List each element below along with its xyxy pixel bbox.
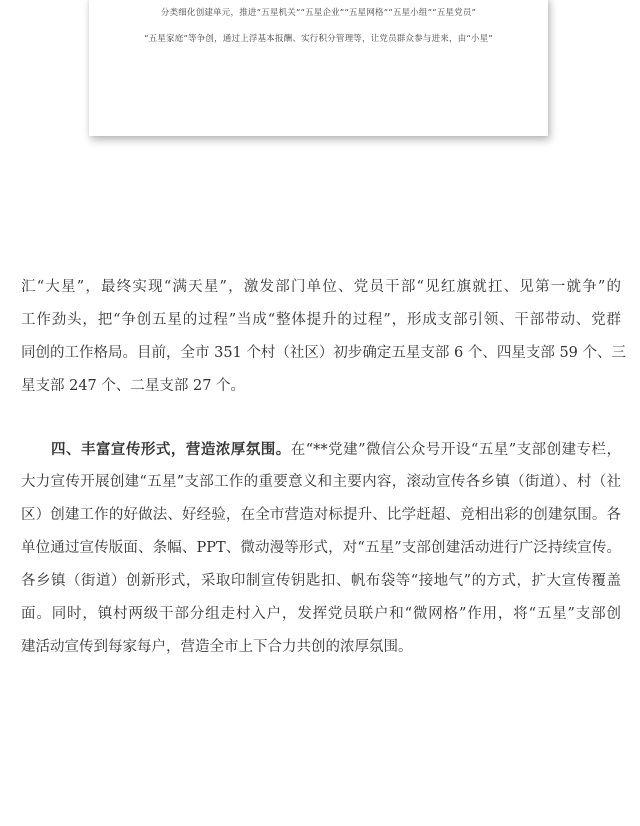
paragraph-2-line-3: 区）创建工作的好做法、好经验，在全市营造对标提升、比学赶超、竞相出彩的创建氛围。各 bbox=[21, 507, 621, 523]
document-image-line-2: “五星家庭”等争创，通过上浮基本报酬、实行积分管理等，让党员群众参与进来，由“小星” bbox=[144, 34, 493, 44]
paragraph-2-line-1-text: 在“**党建”微信公众号开设“五星”支部创建专栏， bbox=[290, 442, 622, 458]
paragraph-1 bbox=[21, 271, 627, 403]
paragraph-1-line-4: 星支部 247 个、二星支部 27 个。 bbox=[21, 378, 246, 394]
paragraph-2-line-5: 各乡镇（街道）创新形式，采取印制宣传钥匙扣、帆布袋等“接地气”的方式，扩大宣传覆盖 bbox=[21, 573, 621, 589]
paragraph-2-line-2: 大力宣传开展创建“五星”支部工作的重要意义和主要内容，滚动宣传各乡镇（街道）、村（社 bbox=[21, 474, 621, 490]
document-image-line-1: 分类细化创建单元，推进“五星机关”“五星企业”“五星网格”“五星小组”“五星党员” bbox=[160, 8, 477, 18]
paragraph-2 bbox=[21, 433, 621, 664]
paragraph-2-line-7: 建活动宣传到每家每户，营造全市上下合力共创的浓厚氛围。 bbox=[21, 639, 413, 655]
section-heading: 四、丰富宣传形式，营造浓厚氛围。 bbox=[51, 441, 291, 458]
paragraph-1-line-2: 工作劲头，把“争创五星的过程”当成“整体提升的过程”，形成支部引领、干部带动、党群 bbox=[21, 312, 621, 328]
document-image-card bbox=[89, 0, 548, 136]
paragraph-1-line-1: 汇“大星”，最终实现“满天星”，激发部门单位、党员干部“见红旗就扛、见第一就争”的 bbox=[21, 279, 621, 295]
paragraph-2-line-4: 单位通过宣传版面、条幅、PPT、微动漫等形式，对“五星”支部创建活动进行广泛持续宣传。 bbox=[21, 540, 621, 556]
paragraph-1-line-3: 同创的工作格局。目前，全市 351 个村（社区）初步确定五星支部 6 个、四星支部 59 个、三 bbox=[21, 345, 627, 361]
paragraph-2-line-6: 面。同时，镇村两级干部分组走村入户，发挥党员联户和“微网格”作用，将“五星”支部创 bbox=[21, 606, 621, 622]
paragraph-2-line-1 bbox=[21, 433, 621, 466]
